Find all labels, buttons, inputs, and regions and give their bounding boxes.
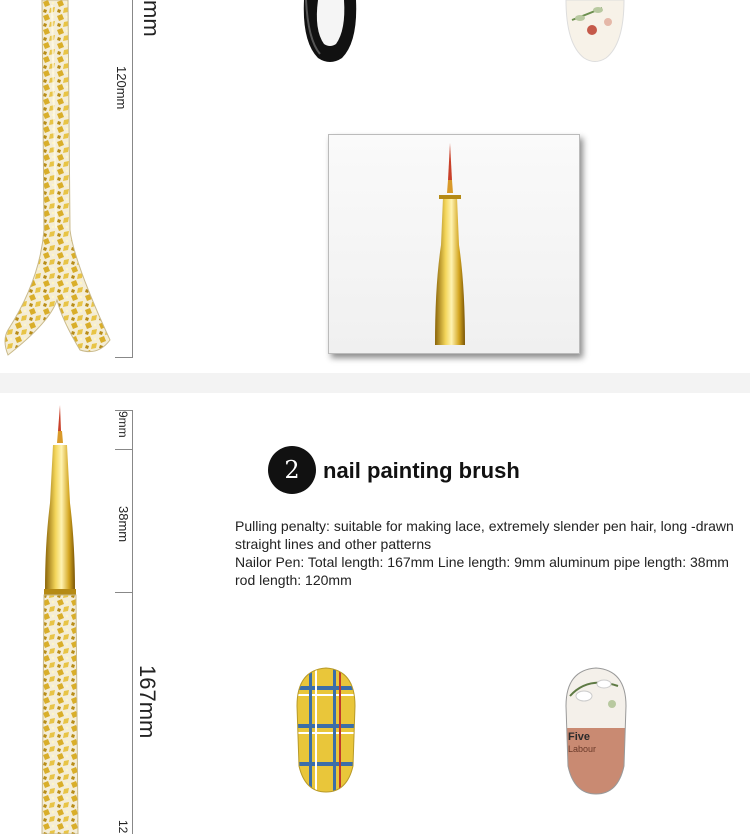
black-white-nail-image xyxy=(300,0,360,64)
dimension-label-line: 9mm xyxy=(116,411,130,438)
floral-nail-image xyxy=(562,0,628,64)
dimension-line-top xyxy=(132,0,133,358)
dimension-tick-2 xyxy=(115,449,133,450)
dimension-label-partial: mm xyxy=(139,0,164,37)
dimension-line-bottom xyxy=(132,410,133,834)
floral-nude-nail-image xyxy=(564,666,628,796)
description-specs: Nailor Pen: Total length: 167mm Line length: 9mm aluminum pipe length: 38mm rod length: 120mm xyxy=(235,554,729,588)
brush-tip-detail-box xyxy=(328,134,580,354)
dimension-tick-top xyxy=(115,357,133,358)
product-title: nail painting brush xyxy=(323,458,520,483)
step-number-badge: 2 xyxy=(268,446,316,494)
dimension-label-rod-partial: 12 xyxy=(116,820,130,834)
plaid-nail-image xyxy=(295,666,357,794)
brush-tip-detail-image xyxy=(329,135,579,353)
nail-brand-text-five: Five xyxy=(568,731,591,743)
dimension-label-total: 167mm xyxy=(135,665,160,739)
description-usage: Pulling penalty: suitable for making lace, extremely slender pen hair, long -drawn straight lines and other patterns xyxy=(235,518,734,552)
dimension-label-pipe: 38mm xyxy=(116,506,131,543)
product-panel-top xyxy=(0,0,750,373)
nail-brand-text-labour: Labour xyxy=(568,744,597,754)
glitter-brush-handle-image xyxy=(0,0,140,365)
product-description xyxy=(235,517,735,589)
dimension-tick-3 xyxy=(115,592,133,593)
dimension-label-rod: 120mm xyxy=(114,66,129,110)
nail-painting-brush-image xyxy=(0,403,100,834)
